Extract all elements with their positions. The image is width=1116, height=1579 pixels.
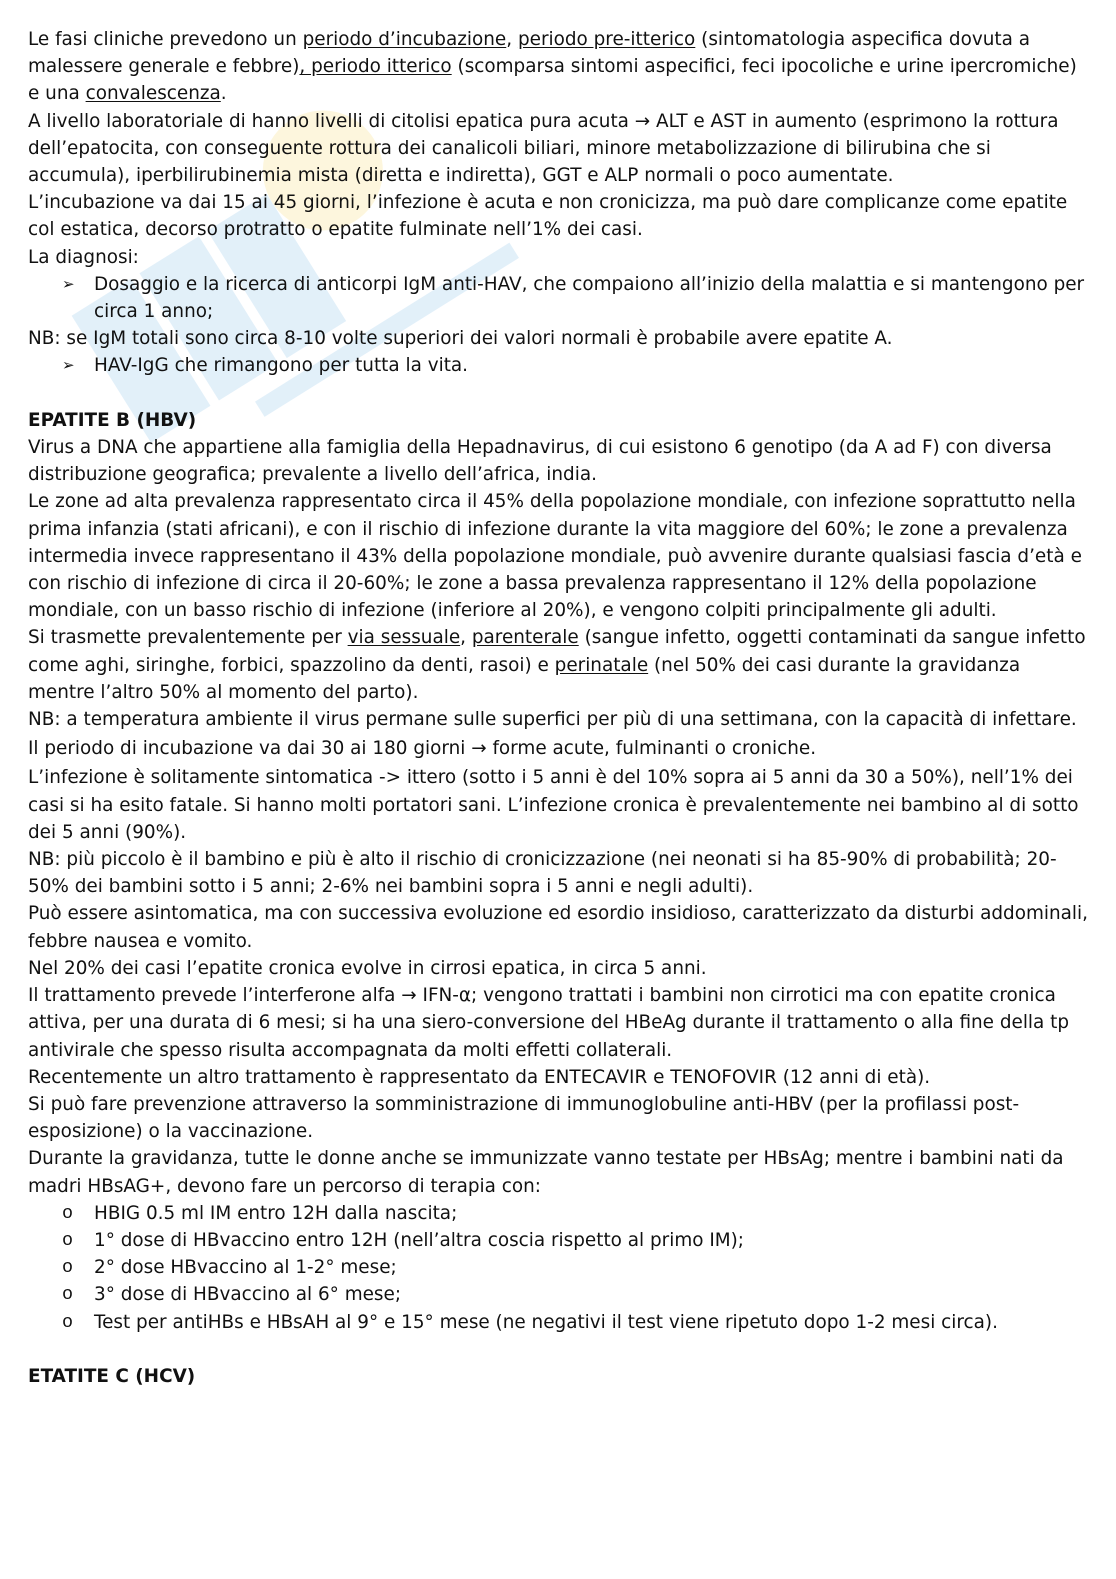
list-item-text: 1° dose di HBvaccino entro 12H (nell’altra coscia rispetto al primo IM); (94, 1229, 744, 1251)
list-item-text: HAV-IgG che rimangono per tutta la vita. (94, 355, 469, 377)
text: , (506, 29, 518, 50)
list-item-text: Test per antiHBs e HBsAH al 9° e 15° mese (ne negativi il test viene ripetuto dopo 1-2 mesi circa). (94, 1311, 998, 1333)
underlined-term: periodo pre-itterico (517, 29, 696, 50)
text: (nel 50% dei casi durante la gravidanza mentre l’altro 50% al momento del parto). (28, 654, 1021, 703)
list-item (28, 1200, 1090, 1227)
paragraph-hbv-prevention: Si può fare prevenzione attraverso la somministrazione di immunoglobuline anti-HBV (per la profilassi post-esposizione) o la vaccinazione. (28, 1093, 1020, 1143)
list-item-text: 3° dose di HBvaccino al 6° mese; (94, 1284, 402, 1306)
list-item (28, 352, 1090, 379)
arrow-bullet-icon: ➢ (62, 356, 75, 375)
paragraph-laboratory: A livello laboratoriale di hanno livelli di citolisi epatica pura acuta → ALT e AST in aumento (esprimono la rottura dell’epatocita, con conseguente rottura dei canalicoli biliari, minore metabolizzazione di bilirubina che si accumula), iperbilirubinemia mista (diretta e indiretta), GGT e ALP normali o poco aumentate. (28, 110, 1059, 187)
list-item-text: HBIG 0.5 ml IM entro 12H dalla nascita; (94, 1202, 458, 1224)
text: . (220, 83, 227, 105)
underlined-term: convalescenza (85, 83, 221, 105)
paragraph-hbv-nb-surface: NB: a temperatura ambiente il virus permane sulle superfici per più di una settimana, con la capacità di infettare. (28, 709, 1077, 731)
circle-bullet-icon: o (62, 1202, 74, 1224)
therapy-list (28, 1200, 1090, 1336)
paragraph-hbv-pregnancy: Durante la gravidanza, tutte le donne anche se immunizzate vanno testate per HBsAg; mentre i bambini nati da madri HBsAG+, devono fare un percorso di terapia con: (28, 1148, 1064, 1197)
paragraph-hbv-incubation: Il periodo di incubazione va dai 30 ai 180 giorni → forme acute, fulminanti o croniche. (28, 738, 817, 760)
section-heading-hbv: EPATITE B (HBV) (28, 409, 197, 431)
paragraph-hbv-symptoms: L’infezione è solitamente sintomatica -> ittero (sotto i 5 anni è del 10% sopra ai 5 anni da 30 a 50%), nell’1% dei casi si ha esito fatale. Si hanno molti portatori sani. L’infezione cronica è prevalentemente nei bambino al di sotto dei 5 anni (90%). (28, 767, 1079, 843)
paragraph-nb-igm: NB: se IgM totali sono circa 8-10 volte superiori dei valori normali è probabile avere epatite A. (28, 328, 893, 350)
circle-bullet-icon: o (62, 1229, 74, 1251)
diagnosis-list (28, 271, 1090, 325)
diagnosis-list-2 (28, 352, 1090, 379)
list-item-text: Dosaggio e la ricerca di anticorpi IgM anti-HAV, che compaiono all’inizio della malattia e si mantengono per circa 1 anno; (94, 273, 1085, 323)
document-page (28, 26, 1090, 1390)
underlined-term: via sessuale (347, 627, 461, 649)
list-item (28, 271, 1090, 325)
underlined-term: parenterale (471, 627, 579, 649)
paragraph-hbv-recent-treatment: Recentemente un altro trattamento è rappresentato da ENTECAVIR e TENOFOVIR (12 anni di età). (28, 1066, 931, 1088)
paragraph-incubation: L’incubazione va dai 15 ai 45 giorni, l’infezione è acuta e non cronicizza, ma può dare complicanze come epatite col estatica, decorso protratto o epatite fulminate nell’1% dei casi. (28, 192, 1068, 241)
paragraph-hbv-cirrhosis: Nel 20% dei casi l’epatite cronica evolve in cirrosi epatica, in circa 5 anni. (28, 957, 707, 979)
text: (scomparsa sintomi aspecifici, feci ipocoliche e urine ipercromiche) e una (28, 56, 1077, 105)
paragraph-hbv-prevalence: Le zone ad alta prevalenza rappresentato circa il 45% della popolazione mondiale, con infezione soprattutto nella prima infanzia (stati africani), e con il rischio di infezione durante la vita maggiore del 60%; le zone a prevalenza intermedia invece rappresentano il 43% della popolazione mondiale, può avvenire durante qualsiasi fascia d’età e con rischio di infezione di circa il 20-60%; le zone a bassa prevalenza rappresentano il 12% della popolazione mondiale, con un basso rischio di infezione (inferiore al 20%), e vengono colpiti principalmente gli adulti. (28, 491, 1082, 622)
circle-bullet-icon: o (62, 1311, 74, 1333)
paragraph-hbv-treatment: Il trattamento prevede l’interferone alfa → IFN-α; vengono trattati i bambini non cirrotici ma con epatite cronica attiva, per una durata di 6 mesi; si ha una siero-conversione del HBeAg durante il trattamento o alla fine della tp antivirale che spesso risulta accompagnata da molti effetti collaterali. (28, 985, 1070, 1061)
circle-bullet-icon: o (62, 1284, 74, 1306)
paragraph-hbv-nb-chronic: NB: più piccolo è il bambino e più è alto il rischio di cronicizzazione (nei neonati si ha 85-90% di probabilità; 20-50% dei bambini sotto i 5 anni; 2-6% nei bambini sopra i 5 anni e negli adulti). (28, 849, 1057, 898)
list-item-text: 2° dose HBvaccino al 1-2° mese; (94, 1257, 397, 1279)
paragraph-clinical-phases (28, 26, 1090, 108)
text: (sangue infetto, oggetti contaminati da sangue infetto come aghi, siringhe, forbici, spazzolino da denti, rasoi) e (28, 627, 1086, 676)
underlined-term: , periodo itterico (299, 56, 452, 78)
text: , (460, 627, 472, 649)
list-item (28, 1254, 1090, 1281)
paragraph-hbv-asymptomatic: Può essere asintomatica, ma con successiva evoluzione ed esordio insidioso, caratterizzato da disturbi addominali, febbre nausea e vomito. (28, 903, 1088, 952)
text: Le fasi cliniche prevedono un (28, 29, 303, 50)
list-item (28, 1281, 1090, 1308)
text: Si trasmette prevalentemente per (28, 627, 348, 649)
section-heading-hcv: ETATITE C (HCV) (28, 1365, 196, 1387)
paragraph-hbv-transmission (28, 624, 1090, 706)
underlined-term: perinatale (554, 654, 649, 676)
underlined-term: periodo d’incubazione (302, 29, 507, 50)
list-item (28, 1309, 1090, 1336)
paragraph-diagnosis-label: La diagnosi: (28, 246, 139, 268)
list-item (28, 1227, 1090, 1254)
paragraph-hbv-virus: Virus a DNA che appartiene alla famiglia della Hepadnavirus, di cui esistono 6 genotipo (da A ad F) con diversa distribuzione geografica; prevalente a livello dell’africa, india. (28, 437, 1052, 486)
text: (sintomatologia aspecifica dovuta a malessere generale e febbre) (28, 29, 1030, 78)
arrow-bullet-icon: ➢ (62, 274, 75, 293)
circle-bullet-icon: o (62, 1257, 74, 1279)
